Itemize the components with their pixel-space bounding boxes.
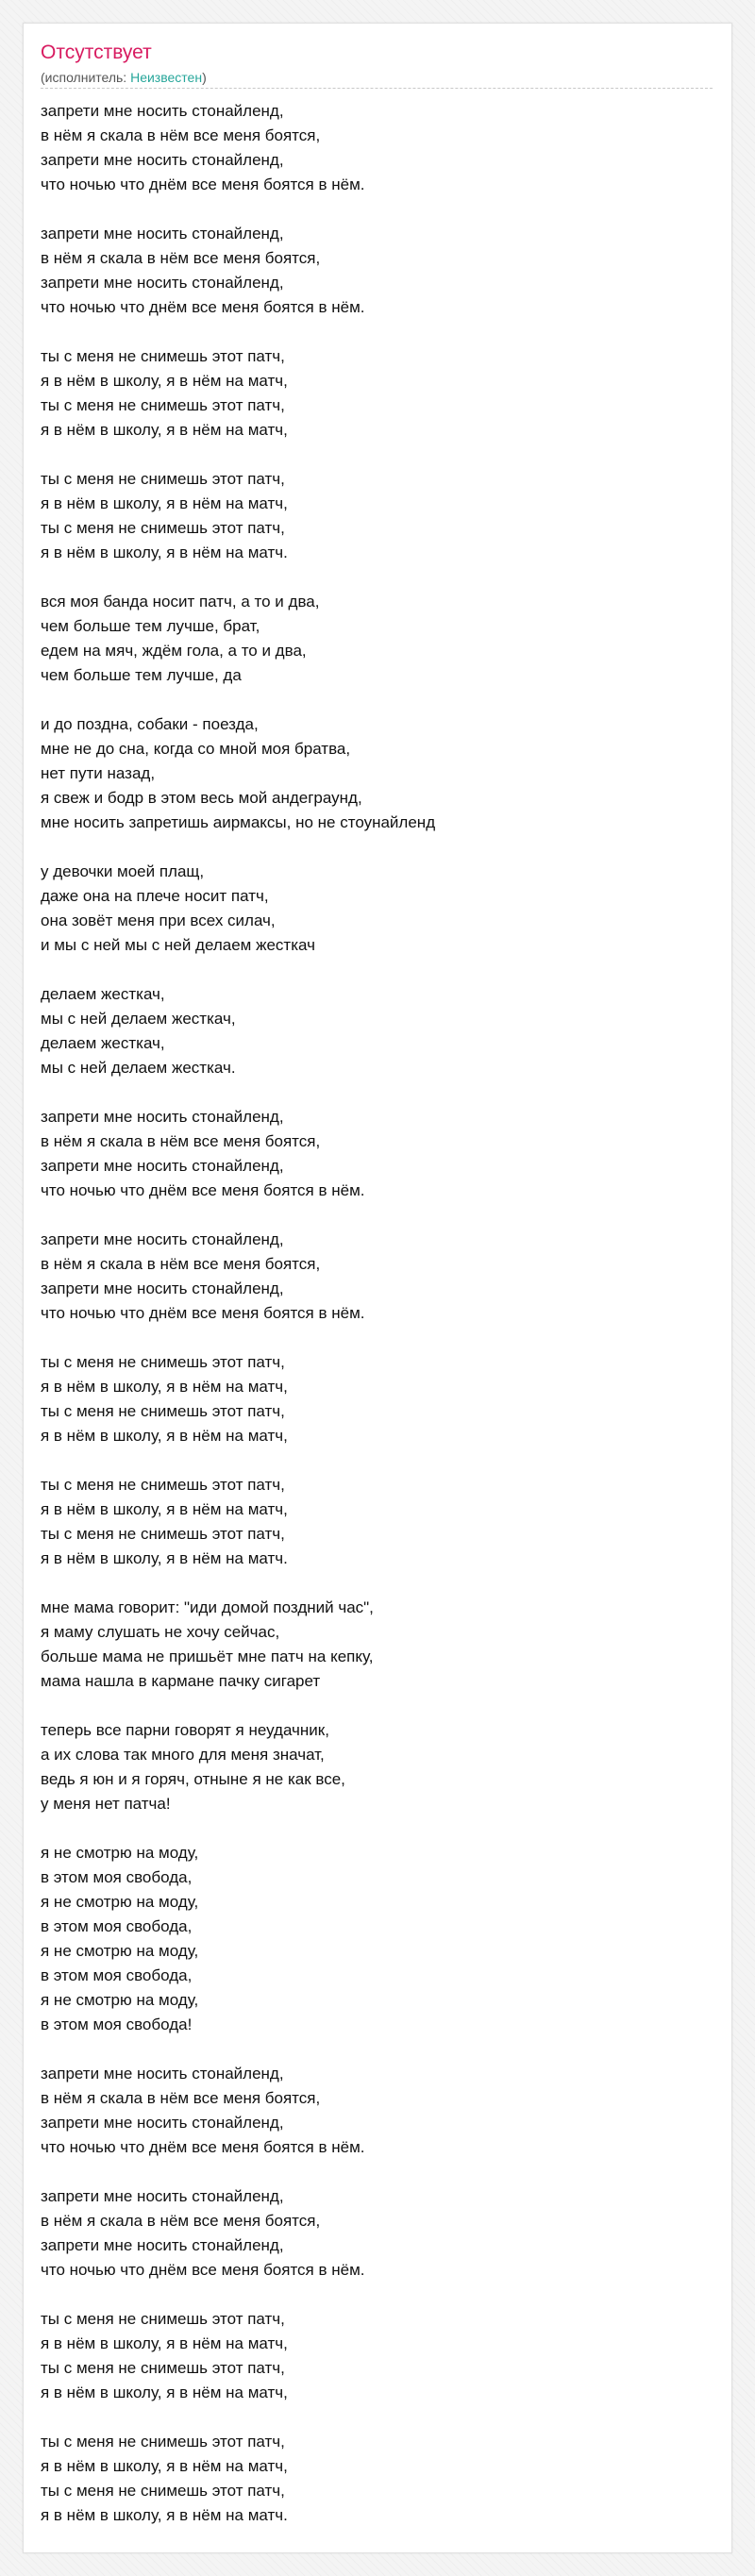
lyrics-card	[23, 23, 732, 2553]
lyrics-line: в этом моя свобода!	[41, 2016, 193, 2033]
lyrics-line: запрети мне носить стонайленд,	[41, 1280, 284, 1297]
lyrics-line: в нём я скала в нём все меня боятся,	[41, 2212, 321, 2230]
artist-line	[41, 69, 207, 86]
lyrics-line: делаем жесткач,	[41, 985, 165, 1003]
lyrics-line: ты с меня не снимешь этот патч,	[41, 1525, 285, 1543]
lyrics-line: запрети мне носить стонайленд,	[41, 1108, 284, 1126]
artist-suffix: )	[202, 70, 207, 85]
lyrics-line: я не смотрю на моду,	[41, 1844, 199, 1862]
lyrics-stanza	[41, 1596, 713, 1694]
lyrics-line: в нём я скала в нём все меня боятся,	[41, 2089, 321, 2107]
lyrics-line: ты с меня не снимешь этот патч,	[41, 2433, 285, 2451]
lyrics-stanza	[41, 860, 713, 958]
lyrics-line: я не смотрю на моду,	[41, 1893, 199, 1911]
lyrics-line: теперь все парни говорят я неудачник,	[41, 1721, 329, 1739]
lyrics-line: что ночью что днём все меня боятся в нём.	[41, 176, 365, 193]
lyrics-stanza	[41, 590, 713, 688]
lyrics-line: я в нём в школу, я в нём на матч,	[41, 2384, 288, 2401]
lyrics-line: в нём я скала в нём все меня боятся,	[41, 1255, 321, 1273]
lyrics-line: мне мама говорит: "иди домой поздний час",	[41, 1598, 374, 1616]
lyrics-line: запрети мне носить стонайленд,	[41, 2114, 284, 2132]
lyrics-line: едем на мяч, ждём гола, а то и два,	[41, 642, 307, 660]
lyrics-line: запрети мне носить стонайленд,	[41, 2065, 284, 2083]
lyrics-line: в этом моя свобода,	[41, 1917, 193, 1935]
lyrics-line: что ночью что днём все меня боятся в нём.	[41, 1181, 365, 1199]
lyrics-line: и до поздна, собаки - поезда,	[41, 715, 259, 733]
lyrics-stanza	[41, 712, 713, 835]
lyrics-line: мы с ней делаем жесткач,	[41, 1010, 236, 1028]
lyrics-stanza	[41, 2430, 713, 2528]
lyrics-line: ты с меня не снимешь этот патч,	[41, 1476, 285, 1494]
song-title: Отсутствует	[41, 42, 152, 63]
lyrics-line: ты с меня не снимешь этот патч,	[41, 1402, 285, 1420]
lyrics-line: ты с меня не снимешь этот патч,	[41, 2310, 285, 2328]
lyrics-line: вся моя банда носит патч, а то и два,	[41, 593, 320, 611]
lyrics-line: я в нём в школу, я в нём на матч,	[41, 1427, 288, 1445]
lyrics-line: что ночью что днём все меня боятся в нём.	[41, 2138, 365, 2156]
lyrics-line: ты с меня не снимешь этот патч,	[41, 519, 285, 537]
lyrics-line: ты с меня не снимешь этот патч,	[41, 1353, 285, 1371]
lyrics-line: я в нём в школу, я в нём на матч.	[41, 544, 288, 561]
lyrics-line: что ночью что днём все меня боятся в нём.	[41, 1304, 365, 1322]
lyrics-stanza	[41, 2307, 713, 2405]
lyrics-line: мама нашла в кармане пачку сигарет	[41, 1672, 321, 1690]
lyrics-line: делаем жесткач,	[41, 1034, 165, 1052]
lyrics-line: мне носить запретишь аирмаксы, но не стоунайленд	[41, 813, 436, 831]
lyrics-line: ты с меня не снимешь этот патч,	[41, 470, 285, 488]
lyrics-line: я в нём в школу, я в нём на матч.	[41, 1549, 288, 1567]
lyrics-stanza	[41, 2184, 713, 2283]
lyrics-stanza	[41, 1105, 713, 1203]
lyrics-line: я свеж и бодр в этом весь мой андеграунд,	[41, 789, 362, 807]
lyrics-line: у девочки моей плащ,	[41, 862, 205, 880]
lyrics-line: я в нём в школу, я в нём на матч,	[41, 1378, 288, 1396]
lyrics-line: что ночью что днём все меня боятся в нём.	[41, 2261, 365, 2279]
lyrics-line: я не смотрю на моду,	[41, 1991, 199, 2009]
lyrics-stanza	[41, 99, 713, 197]
lyrics-line: я не смотрю на моду,	[41, 1942, 199, 1960]
lyrics-stanza	[41, 982, 713, 1080]
lyrics-line: я в нём в школу, я в нём на матч.	[41, 2506, 288, 2524]
lyrics-stanza	[41, 222, 713, 320]
lyrics-line: ты с меня не снимешь этот патч,	[41, 2482, 285, 2500]
lyrics-line: в этом моя свобода,	[41, 1966, 193, 1984]
lyrics-line: в нём я скала в нём все меня боятся,	[41, 126, 321, 144]
lyrics-line: больше мама не пришьёт мне патч на кепку,	[41, 1648, 374, 1665]
lyrics-line: и мы с ней мы с ней делаем жесткач	[41, 936, 315, 954]
lyrics-line: чем больше тем лучше, брат,	[41, 617, 260, 635]
lyrics-line: запрети мне носить стонайленд,	[41, 2236, 284, 2254]
lyrics-line: запрети мне носить стонайленд,	[41, 102, 284, 120]
lyrics-line: в нём я скала в нём все меня боятся,	[41, 1132, 321, 1150]
header-divider	[41, 88, 713, 89]
lyrics-line: запрети мне носить стонайленд,	[41, 225, 284, 243]
lyrics-line: я в нём в школу, я в нём на матч,	[41, 372, 288, 390]
lyrics-line: мы с ней делаем жесткач.	[41, 1059, 236, 1077]
lyrics-line: чем больше тем лучше, да	[41, 666, 242, 684]
lyrics-line: даже она на плече носит патч,	[41, 887, 269, 905]
lyrics-stanza	[41, 1350, 713, 1448]
lyrics-stanza	[41, 1473, 713, 1571]
lyrics-stanza	[41, 467, 713, 565]
lyrics-body	[41, 99, 713, 2552]
lyrics-stanza	[41, 1718, 713, 1816]
lyrics-line: запрети мне носить стонайленд,	[41, 2187, 284, 2205]
lyrics-line: у меня нет патча!	[41, 1795, 171, 1813]
lyrics-line: я в нём в школу, я в нём на матч,	[41, 421, 288, 439]
lyrics-line: она зовёт меня при всех силач,	[41, 912, 276, 929]
lyrics-line: запрети мне носить стонайленд,	[41, 151, 284, 169]
lyrics-line: ты с меня не снимешь этот патч,	[41, 396, 285, 414]
lyrics-line: я маму слушать не хочу сейчас,	[41, 1623, 280, 1641]
lyrics-line: ты с меня не снимешь этот патч,	[41, 347, 285, 365]
lyrics-line: а их слова так много для меня значат,	[41, 1746, 325, 1764]
lyrics-line: я в нём в школу, я в нём на матч,	[41, 1500, 288, 1518]
lyrics-stanza	[41, 1228, 713, 1326]
lyrics-line: я в нём в школу, я в нём на матч,	[41, 494, 288, 512]
lyrics-line: что ночью что днём все меня боятся в нём.	[41, 298, 365, 316]
lyrics-line: в нём я скала в нём все меня боятся,	[41, 249, 321, 267]
lyrics-line: мне не до сна, когда со мной моя братва,	[41, 740, 351, 758]
artist-prefix: (исполнитель:	[41, 70, 131, 85]
lyrics-line: в этом моя свобода,	[41, 1868, 193, 1886]
lyrics-line: нет пути назад,	[41, 764, 156, 782]
lyrics-stanza	[41, 1841, 713, 2037]
lyrics-line: ты с меня не снимешь этот патч,	[41, 2359, 285, 2377]
lyrics-line: я в нём в школу, я в нём на матч,	[41, 2457, 288, 2475]
lyrics-line: запрети мне носить стонайленд,	[41, 1157, 284, 1175]
lyrics-stanza	[41, 344, 713, 443]
lyrics-line: запрети мне носить стонайленд,	[41, 1230, 284, 1248]
artist-link[interactable]: Неизвестен	[130, 70, 203, 85]
lyrics-line: я в нём в школу, я в нём на матч,	[41, 2334, 288, 2352]
lyrics-line: ведь я юн и я горяч, отныне я не как все,	[41, 1770, 345, 1788]
lyrics-stanza	[41, 2062, 713, 2160]
lyrics-line: запрети мне носить стонайленд,	[41, 274, 284, 292]
